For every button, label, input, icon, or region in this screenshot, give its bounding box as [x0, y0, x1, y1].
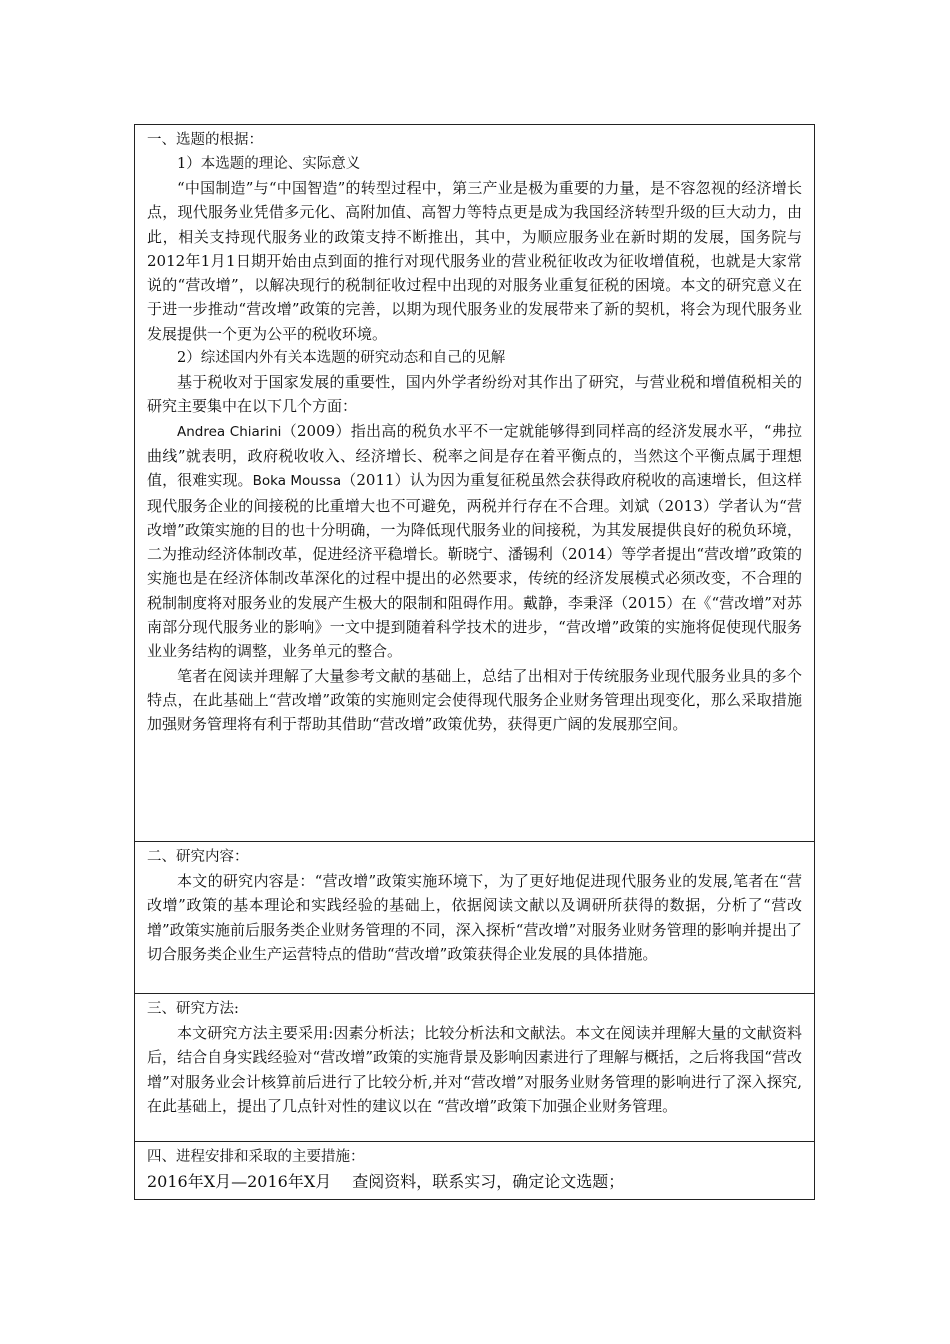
paragraph-literature-intro: 基于税收对于国家发展的重要性，国内外学者纷纷对其作出了研究，与营业税和增值税相关的研究主要集中在以下几个方面： — [147, 373, 802, 416]
paragraph-author-view: 笔者在阅读并理解了大量参考文献的基础上，总结了出相对于传统服务业现代服务业具的多个特点，在此基础上“营改增”政策的实施则定会使得现代服务企业财务管理出现变化，那么采取措施加强财务管理将有利于帮助其借助“营改增”政策优势，获得更广阔的发展那空间。 — [147, 666, 802, 734]
section-methods — [135, 994, 815, 1142]
author-chiarini: Andrea Chiarini — [177, 423, 282, 440]
year-2009: （2009） — [281, 421, 351, 440]
subheading-literature: 2）综述国内外有关本选题的研究动态和自己的见解 — [177, 350, 506, 367]
literature-text-a: 指出高的税负水平不一定就能够得到同样高的经济发展水平，“弗拉曲线”就表明，政府税收收入、经济增长、税率之间是存在着平衡点的，当然这个平衡点属于理想值，很难实现。 — [147, 421, 802, 490]
paragraph-significance: “中国制造”与“中国智造”的转型过程中，第三产业是极为重要的力量，是不容忽视的经济增长点，现代服务业凭借多元化、高附加值、高智力等特点更是成为我国经济转型升级的巨大动力，由此，相关支持现代服务业的政策支持不断推出，其中，为顺应服务业在新时期的发展，国务院与2012年1月1日期开始由点到面的推行对现代服务业的营业税征收改为征收增值税，也就是大家常说的“营改增”，以解决现行的税制征收过程中出现的对服务业重复征税的困境。本文的研究意义在于进一步推动“营改增”政策的完善，以期为现代服务业的发展带来了新的契机，将会为现代服务业发展提供一个更为公平的税收环境。 — [147, 179, 802, 343]
paragraph-methods: 本文研究方法主要采用:因素分析法；比较分析法和文献法。本文在阅读并理解大量的文献资料后，结合自身实践经验对“营改增”政策的实施背景及影响因素进行了理解与概括，之后将我国“营改增”对服务业会计核算前后进行了比较分析,并对“营改增”对服务业财务管理的影响进行了深入探究,在此基础上，提出了几点针对性的建议以在 “营改增”政策下加强企业财务管理。 — [147, 1024, 802, 1115]
section-basis — [135, 125, 815, 842]
paragraph-content: 本文的研究内容是：“营改增”政策实施环境下，为了更好地促进现代服务业的发展,笔者在“营改增”政策的基本理论和实践经验的基础上，依据阅读文献以及调研所获得的数据，分析了“营改增”政策实施前后服务类企业财务管理的不同，深入探析“营改增”对服务业财务管理的影响并提出了切合服务类企业生产运营特点的借助“营改增”政策获得企业发展的具体措施。 — [147, 872, 802, 963]
paragraph-literature-review — [147, 419, 802, 664]
section-methods-heading: 三、研究方法: — [147, 1001, 239, 1017]
year-2011: （2011） — [341, 471, 410, 490]
section-schedule — [135, 1142, 815, 1200]
schedule-line: 2016年X月—2016年X月 查阅资料，联系实习，确定论文选题； — [147, 1172, 625, 1191]
section-content — [135, 842, 815, 994]
subheading-significance: 1）本选题的理论、实际意义 — [177, 156, 361, 172]
section-content-heading: 二、研究内容： — [147, 849, 249, 865]
proposal-table — [134, 124, 815, 1200]
literature-text-b: 认为因为重复征税虽然会获得政府税收的高速增长，但这样现代服务企业的间接税的比重增大也不可避免，两税并行存在不合理。刘斌（2013）学者认为“营改增”政策实施的目的也十分明确，一为降低现代服务业的间接税，为其发展提供良好的税负环境，二为推动经济体制改革，促进经济平稳增长。靳晓宁、潘锡利（2014）等学者提出“营改增”政策的实施也是在经济体制改革深化的过程中提出的必然要求，传统的经济发展模式必须改变，不合理的税制制度将对服务业的发展产生极大的限制和阻碍作用。戴静，李秉泽（2015）在《“营改增”对苏南部分现代服务业的影响》一文中提到随着科学技术的进步，“营改增”政策的实施将促使现代服务业业务结构的调整，业务单元的整合。 — [147, 471, 802, 661]
section-basis-heading: 一、选题的根据： — [147, 132, 263, 148]
section-schedule-heading: 四、进程安排和采取的主要措施： — [147, 1149, 365, 1165]
author-moussa: Boka Moussa — [252, 473, 342, 490]
